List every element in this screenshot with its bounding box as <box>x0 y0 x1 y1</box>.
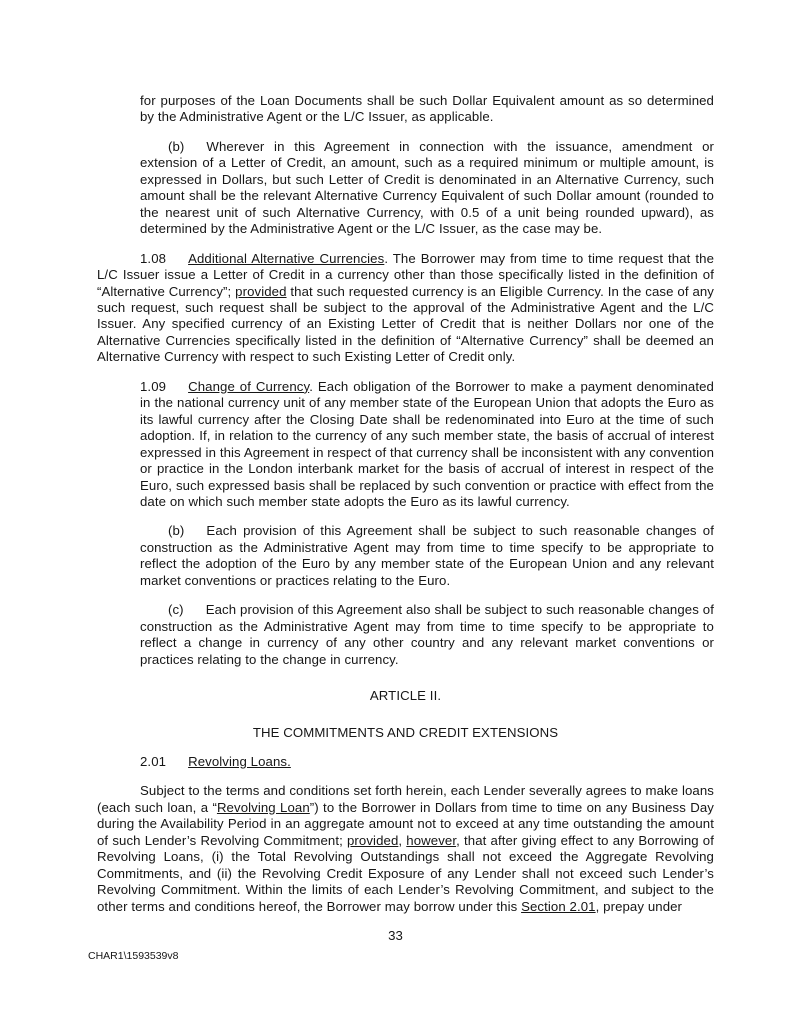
heading-commitments <box>97 725 714 741</box>
underlined-text: Section 2.01 <box>521 898 596 914</box>
para-euro-construction-b <box>140 523 714 589</box>
text-run: , <box>398 832 407 848</box>
text-run: that such requested currency is an Eligible Currency. In the case of any such request, such request shall be subject to the approval of the Administrative Agent and the L/C Issuer. Any specified currency of an Existing Letter of Credit that is neither Dollars nor one of the Alternative Currencies specifically listed in the definition of “Alternative Currency” shall be deemed an Alternative Currency with respect to such Existing Letter of Credit only. <box>97 283 715 365</box>
text-run: , prepay under <box>595 898 683 914</box>
text-run: 2.01 <box>140 753 167 769</box>
text-run: ”) to the Borrower in Dollars from time to time on any Business Day during the Availability Period in an aggregate amount not to exceed at any time outstanding the amount of such Lender’s Revolving Commitment; <box>97 799 714 848</box>
section-2-01-heading <box>97 754 714 770</box>
text-run: Each provision of this Agreement shall be subject to such reasonable changes of construction as the Administrative Agent may from time to time specify to be appropriate to reflect the adoption of the Euro by any member state of the European Union and any relevant market conventions or practices relating to the Euro. <box>140 523 714 588</box>
text-run: , that after giving effect to any Borrowing of Revolving Loans, (i) the Total Revolving Outstandings shall not exceed the Aggregate Revolving Commitments, and (ii) the Revolving Credit Exposure of any Lender shall not exceed such Lender’s Revolving Commitment. Within the limits of each Lender’s Revolving Commitment, and subject to the other terms and conditions hereof, the Borrower may borrow under this <box>97 832 714 914</box>
underlined-text: however <box>406 832 457 848</box>
section-1-09 <box>140 379 714 511</box>
text-run: . Each obligation of the Borrower to make a payment denominated in the national currency unit of any member state of the European Union that adopts the Euro as its lawful currency after the Closing Date shall be redenominated into Euro at the time of such adoption. If, in relation to the currency of any such member state, the basis of accrual of interest expressed in this Agreement in respect of that currency shall be inconsistent with any convention or practice in the London interbank market for the basis of accrual of interest in respect of the Euro, such expressed basis shall be replaced by such convention or practice with effect from the date on which such member state adopts the Euro as its lawful currency. <box>140 378 714 509</box>
text-run: (c) <box>168 602 184 618</box>
heading-article-ii <box>97 688 714 704</box>
text-run: 1.08 <box>140 250 167 266</box>
underlined-text: Additional Alternative Currencies <box>188 250 385 266</box>
para-revolving-loans <box>97 783 714 915</box>
underlined-text: provided <box>347 832 399 848</box>
text-run: THE COMMITMENTS AND CREDIT EXTENSIONS <box>252 724 559 740</box>
text-run: (b) <box>168 523 185 539</box>
para-dollar-equivalent-continuation <box>140 93 714 126</box>
text-run: 1.09 <box>140 378 167 394</box>
text-run: . The Borrower may from time to time request that the L/C Issuer issue a Letter of Credit in a currency other than those specifically listed in the definition of “Alternative Currency”; <box>97 250 715 299</box>
text-run: (b) <box>168 138 185 154</box>
para-currency-change-c <box>140 602 714 668</box>
underlined-text: Change of Currency <box>188 378 310 394</box>
underlined-text: provided <box>235 283 287 299</box>
document-body <box>97 93 714 928</box>
text-run: Each provision of this Agreement also shall be subject to such reasonable changes of construction as the Administrative Agent may from time to time specify to be appropriate to reflect a change in currency of any other country and any relevant market conventions or practices relating to the change in currency. <box>140 602 714 667</box>
text-run: for purposes of the Loan Documents shall be such Dollar Equivalent amount as so determined by the Administrative Agent or the L/C Issuer, as applicable. <box>140 93 714 125</box>
section-1-08 <box>97 251 714 366</box>
page-number: 33 <box>388 928 403 943</box>
underlined-text: Revolving Loan <box>216 799 310 815</box>
text-run: Subject to the terms and conditions set forth herein, each Lender severally agrees to make loans (each such loan, a “ <box>97 783 714 815</box>
document-id-footer: CHAR1\1593539v8 <box>88 950 179 962</box>
underlined-text: Revolving Loans. <box>188 753 291 769</box>
text-run: Wherever in this Agreement in connection with the issuance, amendment or extension of a Letter of Credit, an amount, such as a required minimum or multiple amount, is expressed in Dollars, but such Letter of Credit is denominated in an Alternative Currency, such amount shall be the relevant Alternative Currency Equivalent of such Dollar amount (rounded to the nearest unit of such Alternative Currency, with 0.5 of a unit being rounded upward), as determined by the Administrative Agent or the L/C Issuer, as the case may be. <box>140 138 714 237</box>
text-run: ARTICLE II. <box>369 688 442 704</box>
para-letter-of-credit-b <box>140 139 714 238</box>
